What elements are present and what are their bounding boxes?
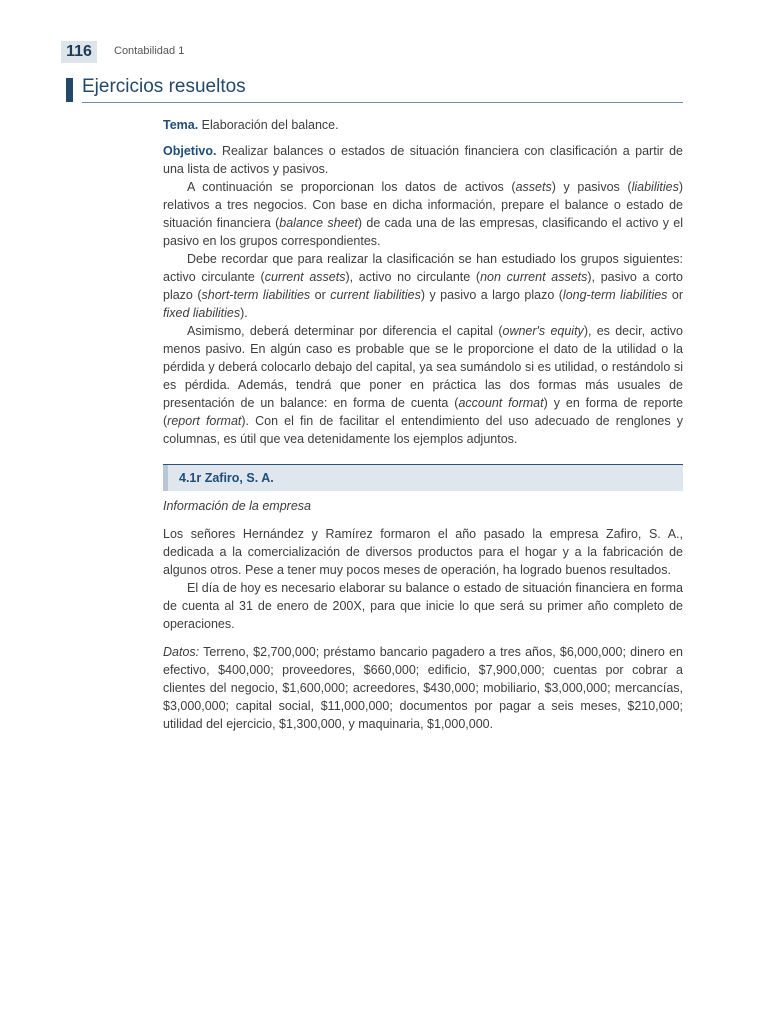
objetivo-label: Objetivo. (163, 144, 217, 158)
section-divider (82, 102, 683, 103)
tema-line (163, 116, 683, 134)
datos-paragraph (163, 643, 683, 733)
intro-paragraph-3: Asimismo, deberá determinar por diferencia el capital (owner's equity), es decir, activo menos pasivo. En algún caso es probable que se le proporcione el dato de la utilidad o la pérdida y deberá colocarlo debajo del capital, ya sea sumándolo si es utilidad, o restándolo si es pérdida. Además, tendrá que poner en práctica las dos formas más usuales de presentación de un balance: en forma de cuenta (account format) y en forma de reporte (report format). Con el fin de facilitar el entendimiento del uso adecuado de renglones y columnas, es útil que vea detenidamente los ejemplos adjuntos. (163, 324, 683, 446)
intro-paragraph-1: A continuación se proporcionan los datos de activos (assets) y pasivos (liabilities) relativos a tres negocios. Con base en dicha información, prepare el balance o estado de situación financiera (balance sheet) de cada una de las empresas, clasificando el activo y el pasivo en los grupos correspondientes. (163, 180, 683, 248)
running-title: Contabilidad 1 (114, 45, 185, 57)
page-number: 116 (61, 41, 97, 63)
example-paragraph-2: El día de hoy es necesario elaborar su balance o estado de situación financiera en forma de cuenta al 31 de enero de 200X, para que inicie lo que será su primer año completo de operaciones. (163, 581, 683, 631)
datos-label: Datos: (163, 645, 200, 659)
example-paragraph-1: Los señores Hernández y Ramírez formaron el año pasado la empresa Zafiro, S. A., dedicada a la comercialización de diversos productos para el hogar y a la fabricación de algunos otros. Pese a tener muy pocos meses de operación, ha logrado buenos resultados. (163, 527, 683, 577)
datos-text: Terreno, $2,700,000; préstamo bancario pagadero a tres años, $6,000,000; dinero en efectivo, $400,000; proveedores, $660,000; edificio, $7,900,000; cuentas por cobrar a clientes del negocio, $1,600,000; acreedores, $430,000; mobiliario, $3,000,000; mercancías, $3,000,000; capital social, $11,000,000; documentos por pagar a seis meses, $210,000; utilidad del ejercicio, $1,300,000, y maquinaria, $1,000,000. (163, 645, 683, 731)
example-header (163, 464, 683, 491)
objetivo-text: Realizar balances o estados de situación financiera con clasificación a partir de una lista de activos y pasivos. (163, 144, 683, 176)
example-title: 4.1r Zafiro, S. A. (179, 471, 274, 485)
example-subheading: Información de la empresa (163, 499, 311, 513)
content-column (163, 116, 683, 733)
section-title: Ejercicios resueltos (82, 76, 246, 97)
tema-label: Tema. (163, 118, 199, 132)
section-accent-bar (66, 78, 73, 102)
example-accent (163, 465, 168, 491)
tema-text: Elaboración del balance. (198, 118, 339, 132)
objetivo-paragraph (163, 142, 683, 178)
intro-paragraph-2: Debe recordar que para realizar la clasificación se han estudiado los grupos siguientes: activo circulante (current assets), activo no circulante (non current assets), pasivo a corto plazo (short-term liabilities or current liabilities) y pasivo a largo plazo (long-term liabilities or fixed liabilities). (163, 252, 683, 320)
